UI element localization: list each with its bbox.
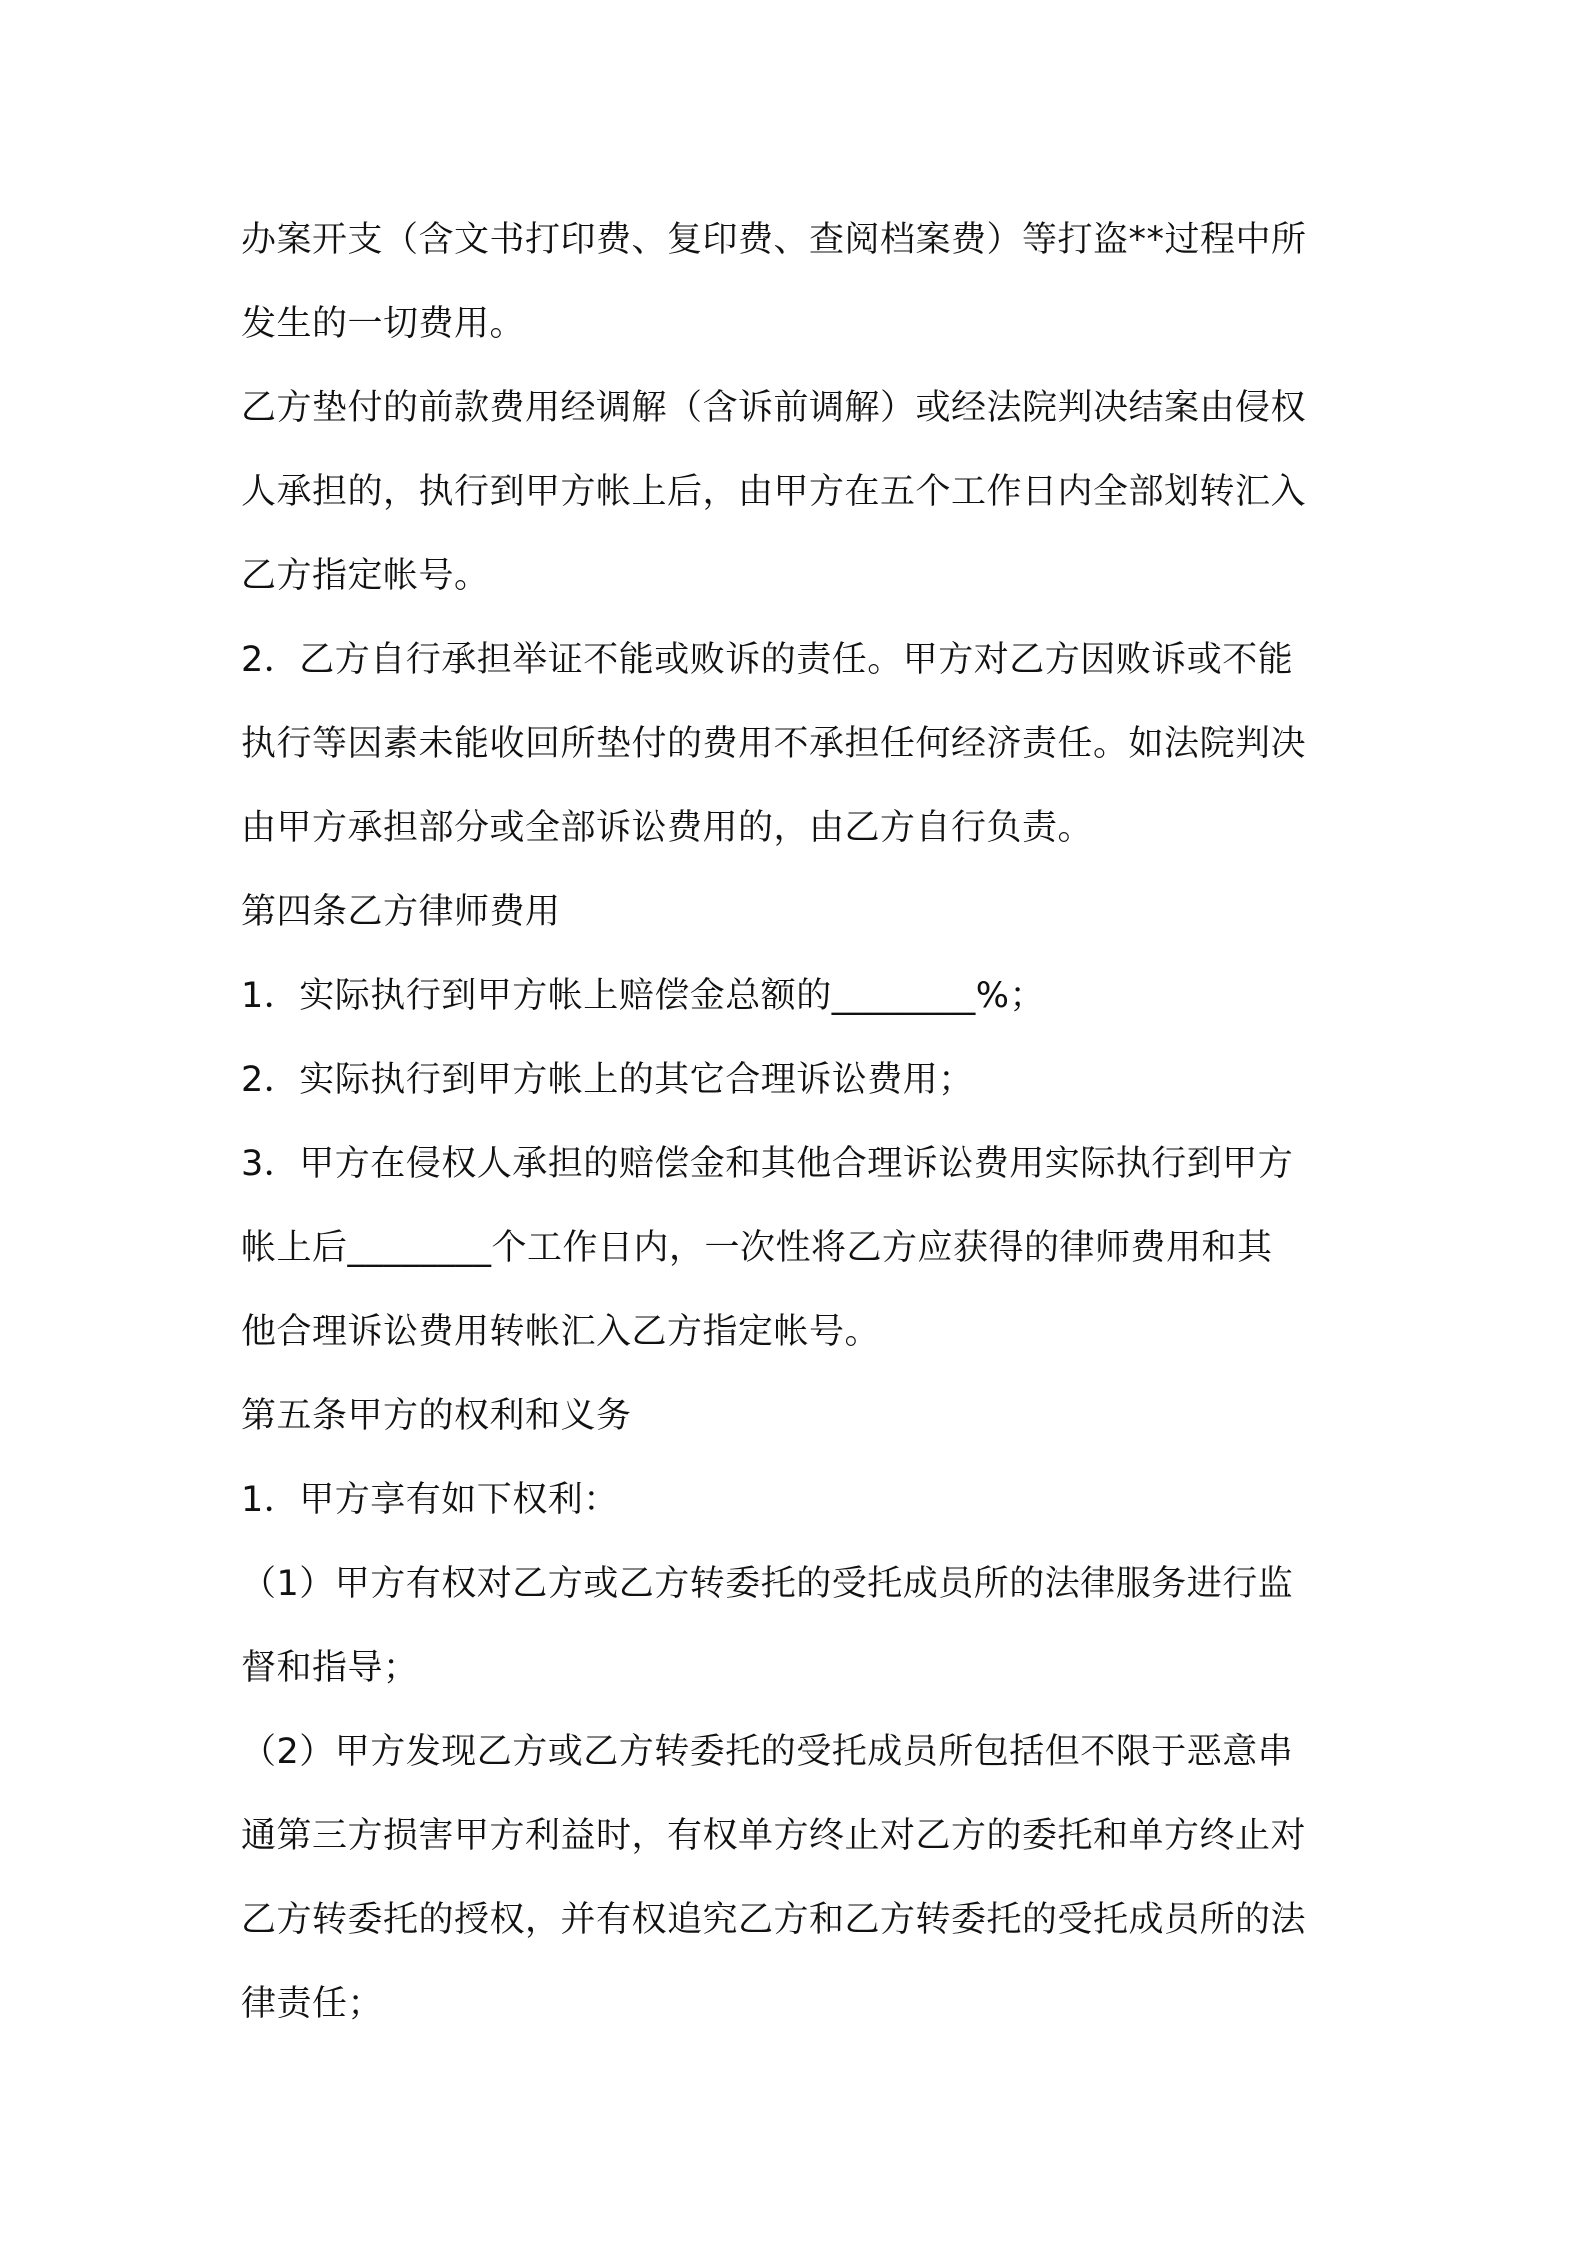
text-line: 由甲方承担部分或全部诉讼费用的，由乙方自行负责。: [241, 808, 1094, 848]
text-line: 发生的一切费用。: [241, 304, 526, 344]
text-line: （2）甲方发现乙方或乙方转委托的受托成员所包括但不限于恶意串: [241, 1732, 1294, 1772]
text-line: 帐上后________个工作日内，一次性将乙方应获得的律师费用和其: [241, 1228, 1273, 1268]
text-line: 2．实际执行到甲方帐上的其它合理诉讼费用；: [241, 1060, 974, 1100]
text-line: 2．乙方自行承担举证不能或败诉的责任。甲方对乙方因败诉或不能: [241, 640, 1294, 680]
text-line: 督和指导；: [241, 1648, 419, 1688]
text-line: 1．甲方享有如下权利：: [241, 1480, 619, 1520]
text-line: 3．甲方在侵权人承担的赔偿金和其他合理诉讼费用实际执行到甲方: [241, 1144, 1294, 1184]
text-line: 他合理诉讼费用转帐汇入乙方指定帐号。: [241, 1312, 881, 1352]
text-line: 律责任；: [241, 1984, 384, 2024]
text-line: 人承担的，执行到甲方帐上后，由甲方在五个工作日内全部划转汇入: [241, 472, 1307, 512]
section-heading: 第四条乙方律师费用: [241, 892, 561, 932]
text-line: 办案开支（含文书打印费、复印费、查阅档案费）等打盗**过程中所: [241, 220, 1307, 260]
document-body: [241, 198, 1356, 2046]
text-line: 乙方转委托的授权，并有权追究乙方和乙方转委托的受托成员所的法: [241, 1900, 1307, 1940]
text-line: 乙方垫付的前款费用经调解（含诉前调解）或经法院判决结案由侵权: [241, 388, 1307, 428]
text-line: 1．实际执行到甲方帐上赔偿金总额的________%；: [241, 976, 1046, 1016]
text-line: 乙方指定帐号。: [241, 556, 490, 596]
text-line: 通第三方损害甲方利益时，有权单方终止对乙方的委托和单方终止对: [241, 1816, 1307, 1856]
text-line: （1）甲方有权对乙方或乙方转委托的受托成员所的法律服务进行监: [241, 1564, 1294, 1604]
section-heading: 第五条甲方的权利和义务: [241, 1396, 632, 1436]
text-line: 执行等因素未能收回所垫付的费用不承担任何经济责任。如法院判决: [241, 724, 1307, 764]
